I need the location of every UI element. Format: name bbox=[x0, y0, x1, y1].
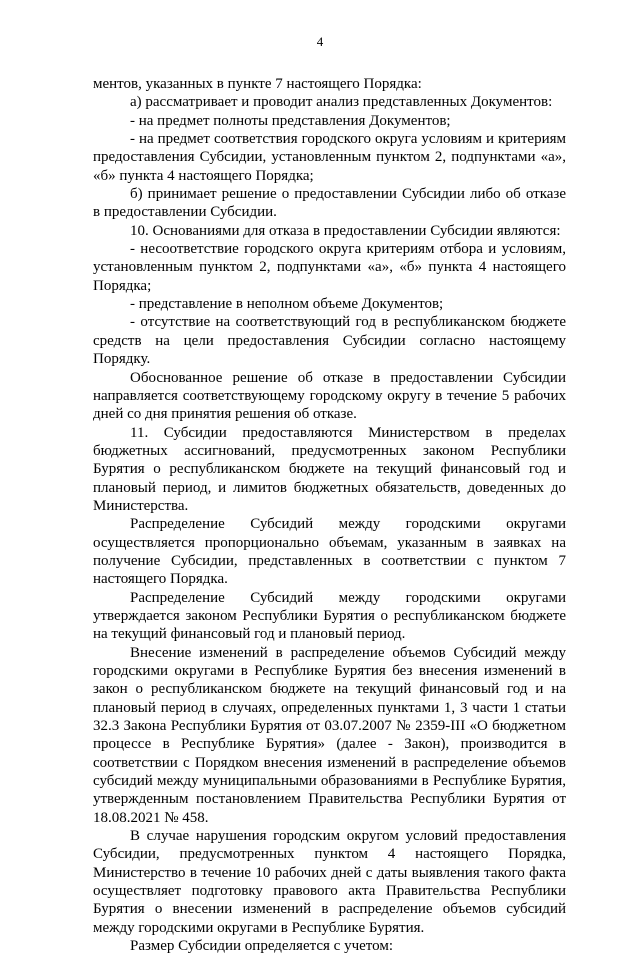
page-number: 4 bbox=[316, 34, 324, 49]
paragraph: Распределение Субсидий между городскими округами осуществляется пропорционально объемам, указанным в заявках на получение Субсидии, представленных в соответствии с пунктом 7 настоящего Порядка. bbox=[93, 516, 566, 588]
paragraph: 10. Основаниями для отказа в предоставлении Субсидии являются: bbox=[130, 222, 561, 239]
paragraph: - отсутствие на соответствующий год в республиканском бюджете средств на цели предоставления Субсидии согласно настоящему Порядку. bbox=[93, 314, 566, 368]
paragraph: Распределение Субсидий между городскими округами утверждается законом Республики Бурятия о республиканском бюджете на текущий финансовый год и плановый период. bbox=[93, 589, 566, 643]
paragraph: В случае нарушения городским округом условий предоставления Субсидии, предусмотренных пунктом 4 настоящего Порядка, Министерство в течение 10 рабочих дней с даты выявления такого факта осуществляет подготовку правового акта Правительства Республики Бурятия о внесении изменений в распределение объемов субсидий между городскими округами в Республике Бурятия. bbox=[93, 828, 566, 936]
paragraph: Обоснованное решение об отказе в предоставлении Субсидии направляется соответствующему городскому округу в течение 5 рабочих дней со дня принятия решения об отказе. bbox=[93, 369, 566, 423]
paragraph: - представление в неполном объеме Документов; bbox=[130, 296, 444, 313]
document-body bbox=[93, 75, 566, 956]
paragraph: - на предмет соответствия городского округа условиям и критериям предоставления Субсидии, установленным пунктом 2, подпунктами «а», «б» пункта 4 настоящего Порядка; bbox=[93, 131, 566, 184]
paragraph: б) принимает решение о предоставлении Субсидии либо об отказе в предоставлении Субсидии. bbox=[93, 186, 566, 221]
paragraph: а) рассматривает и проводит анализ представленных Документов: bbox=[130, 94, 553, 111]
paragraph: 11. Субсидии предоставляются Министерством в пределах бюджетных ассигнований, предусмотренных законом Республики Бурятия о республиканском бюджете на текущий финансовый год и плановый период, и лимитов бюджетных обязательств, доведенных до Министерства. bbox=[93, 424, 566, 514]
paragraph: Внесение изменений в распределение объемов Субсидий между городскими округами в Республике Бурятия без внесения изменений в закон о республиканском бюджете на текущий финансовый год и на плановый период в случаях, определенных пунктами 1, 3 части 1 статьи 32.3 Закона Республики Бурятия от 03.07.2007 № 2359-III «О бюджетном процессе в Республике Бурятия» (далее - Закон), производится в соответствии с Порядком внесения изменений в распределение объемов субсидий между муниципальными образованиями в Республике Бурятия, утвержденным постановлением Правительства Республики Бурятия от 18.08.2021 № 458. bbox=[93, 644, 566, 826]
paragraph: Размер Субсидии определяется с учетом: bbox=[130, 938, 394, 955]
paragraph: - на предмет полноты представления Документов; bbox=[130, 112, 451, 129]
paragraph: ментов, указанных в пункте 7 настоящего Порядка: bbox=[93, 76, 422, 92]
paragraph: - несоответствие городского округа критериям отбора и условиям, установленным пунктом 2, подпунктами «а», «б» пункта 4 настоящего Порядка; bbox=[93, 241, 566, 294]
